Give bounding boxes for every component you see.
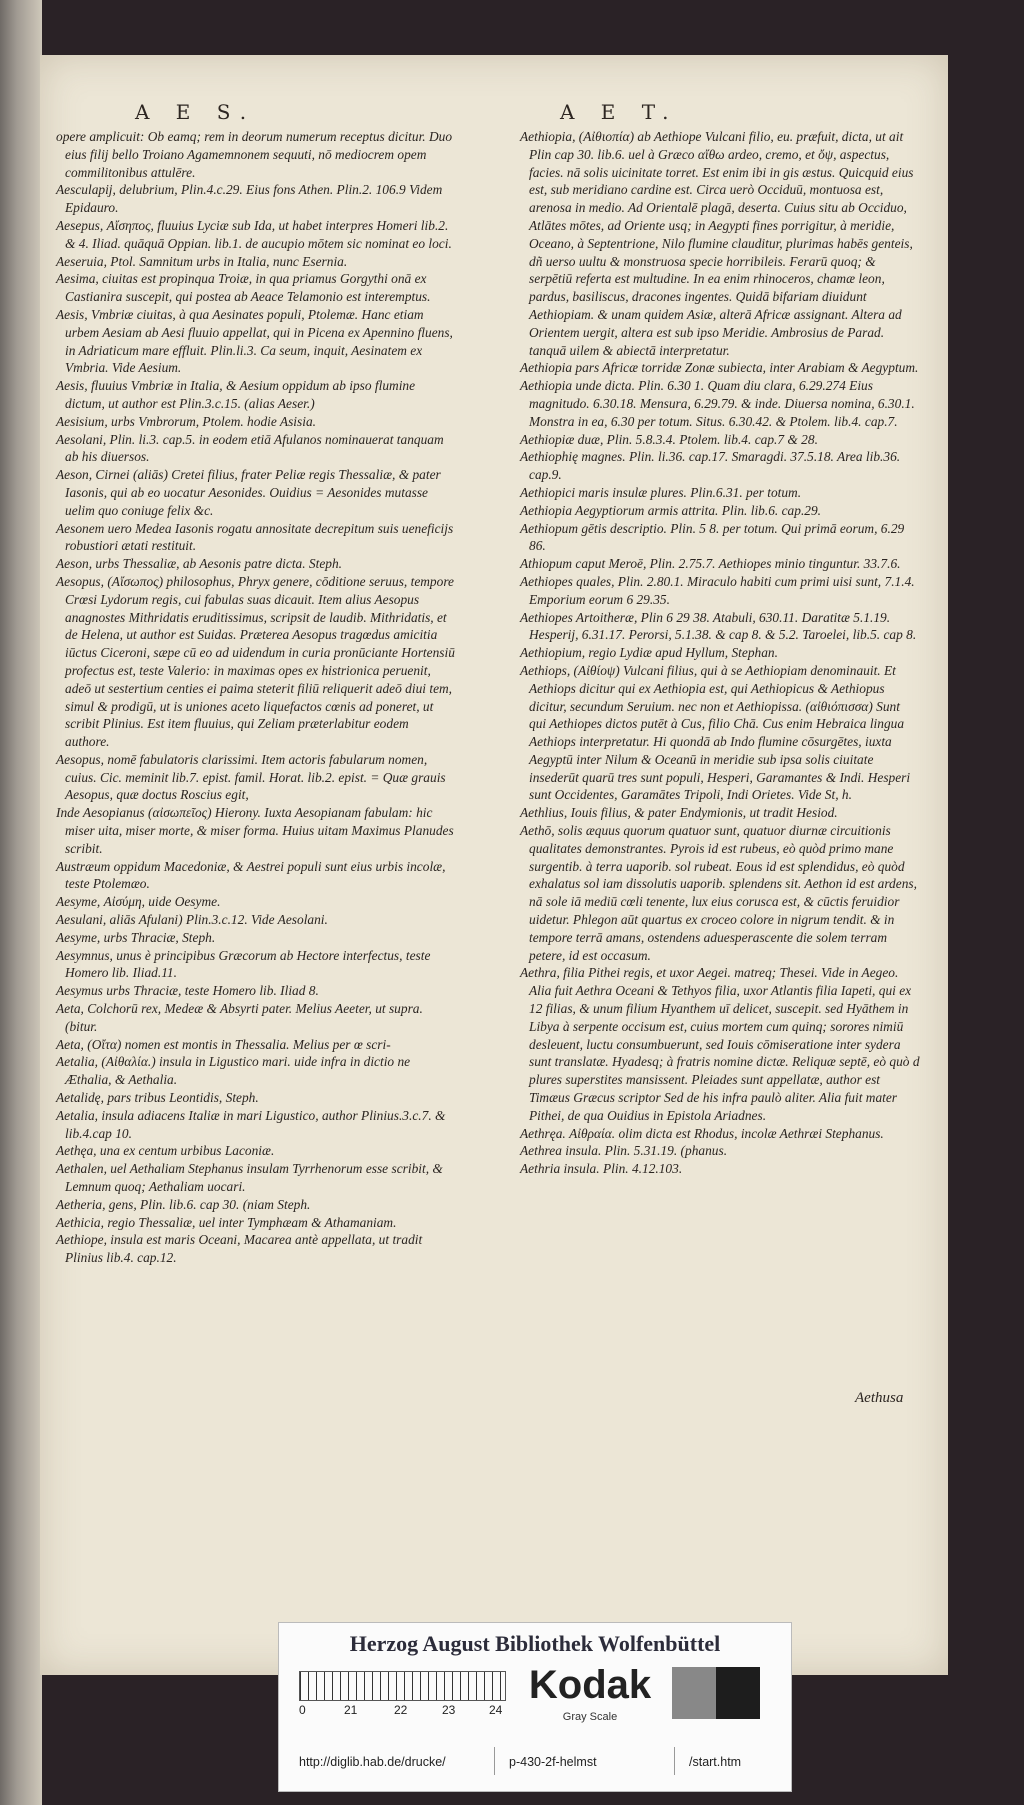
- entry: Aethiops, (Αἰθίοψ) Vulcani filius, qui à se Aethiopiam denominauit. Et Aethiops dicitur qui ex Aethiopia est, qui Aethiopicus & Aethiopus dicitur, secundum Seruium. nec non et Aethiopissa. (αἰθιόπισσα) Sunt qui Aethiopes dictos putēt à Cus, filio Chā. Cus enim Hebraica lingua Aethiops interpretatur. Hi quondā ab Indo flumine cōsurgētes, iuxta Aegyptū inter Nilum & Oceanū in meridie sub ipsa solis ciuitate insederūt quarū tres sunt populi, Hesperi, Garamantes & Indi. Hesperi sunt Occidentes, Garamātes Tripoli, Indi Orietes. Vide St, h.: [520, 662, 911, 803]
- url-link[interactable]: http://diglib.hab.de/drucke/: [299, 1755, 446, 1769]
- entry: Aesyme, Αἰσύμη, uide Oesyme.: [56, 894, 221, 910]
- entry: Austræum oppidum Macedoniæ, & Aestrei populi sunt eius urbis incolæ, teste Ptolemæo.: [56, 858, 446, 892]
- right-column: [520, 128, 920, 1178]
- entry: Aesolani, Plin. li.3. cap.5. in eodem etiā Afulanos nominauerat tanquam ab his diuersos.: [56, 431, 444, 465]
- ruler-number: 24: [489, 1703, 503, 1717]
- entry: Aethra, filia Pithei regis, et uxor Aegei. matreq; Thesei. Vide in Aegeo. Alia fuit Aethra Oceani & Tethyos filia, uxor Atlantis filia Iapeti, qui ex 12 filias, & unum filium Hyanthem uī delicet, suscepit. sed Hyāthem in Libya à serpente occisum est, cuius mortem cum quinq; sorores nimiū desleuent, luctu consumbuerunt, sed Iouis cōmiseratione inter sydera sunt translatæ. Hyadesq; à fratris nomine dictæ. Reliquæ septē, eò quò d plures superstites mansissent. Pleiades sunt appellatæ, author est Timæus Græcus scriptor Sed de his infra paulò aliter. Alia fuit mater Pithei, de qua Ouidius in Epistola Ariadnes.: [520, 965, 920, 1123]
- entry: Aethiopia pars Africæ torridæ Zonæ subiecta, inter Arabiam & Aegyptum.: [520, 360, 919, 376]
- ruler-number: 22: [394, 1703, 408, 1717]
- gray-scale-label: Gray Scale: [562, 1711, 618, 1723]
- entry: Aesopus, nomē fabulatoris clarissimi. Item actoris fabularum nomen, cuius. Cic. meminit lib.7. epist. famil. Horat. lib.2. epist. = Quæ grauis Aesopus, quæ doctus Roscius egit,: [56, 751, 446, 803]
- entry: Aeta, (Οἴτα) nomen est montis in Thessalia. Melius per œ scri-: [56, 1036, 391, 1052]
- entry: Aethiopia unde dicta. Plin. 6.30 1. Quam diu clara, 6.29.274 Eius magnitudo. 6.30.18. Mensura, 6.29.79. & inde. Diuersa nomina, 6.30.1. Monstra in ea, 6.30 per totum. Situs. 6.30.42. & Ptolem. lib.4. cap.7.: [520, 378, 915, 429]
- entry: Aethiopici maris insulæ plures. Plin.6.31. per totum.: [520, 484, 802, 500]
- shelfmark: p-430-2f-helmst: [509, 1755, 597, 1769]
- entry: Aeson, Cirnei (aliās) Cretei filius, frater Peliæ regis Thessaliæ, & pater Iasonis, qui ab eo uocatur Aesonides. Ouidius = Aesonides mutasse uelim quo coniuge felix &c.: [56, 467, 441, 518]
- entry: Aetalidę, pars tribus Leontidis, Steph.: [56, 1090, 259, 1106]
- entry: Aethicia, regio Thessaliæ, uel inter Tymphæam & Athamaniam.: [56, 1214, 397, 1230]
- kodak-logo: Kodak: [528, 1663, 652, 1707]
- ruler-number: 0: [299, 1703, 306, 1717]
- entry: Aesis, Vmbriæ ciuitas, à qua Aesinates populi, Ptolemæ. Hanc etiam urbem Aesiam ab Aesi fluuio appellat, qui in Picena ex Apennino fluens, in Adriaticum mare effluit. Plin.li.3. Ca seum, inquit, Aesinatem ex Vmbria. Vide Aesium.: [56, 306, 453, 376]
- entry: Aethiopia Aegyptiorum armis attrita. Plin. lib.6. cap.29.: [520, 502, 822, 518]
- scan-target-card: [278, 1622, 792, 1792]
- entry: Aethiope, insula est maris Oceani, Macarea antè appellata, ut tradit Plinius lib.4. cap.12.: [56, 1232, 423, 1266]
- entry: Aesopus, (Αἴσωπος) philosophus, Phryx genere, cōditione seruus, tempore Crœsi Lydorum regis, cui fabulas suas dicauit. Item alius Aesopus anagnostes Mithridatis eruditissimus, scripsit de laudib. Mithridatis, et de Helena, ut author est Suidas. Præterea Aesopus tragœdus amicitia iūctus Ciceroni, sæpe cū eo ad uidendum in curia pronūciante Hortensiū profectus est, teste Valerio: in maximas opes ex histrionica peruenit, adeō ut sestertium centies ei paima steterit filiū reliquerit adeō diui tem, simul & prodigū, ut is uniones aceto liquefactos cœnis ad poneret, ut scribit Plinius. Est item fluuius, qui Zeliam præterlabitur eodem authore.: [56, 573, 455, 750]
- entry: Aesculapij, delubrium, Plin.4.c.29. Eius fons Athen. Plin.2. 106.9 Videm Epidauro.: [56, 182, 443, 216]
- catchword: Aethusa: [855, 1390, 904, 1406]
- running-head-right: A E T.: [560, 100, 679, 124]
- entry: Aethlius, Iouis filius, & pater Endymionis, ut tradit Hesiod.: [520, 805, 838, 821]
- start-link[interactable]: /start.htm: [689, 1755, 742, 1769]
- entry: Aesis, fluuius Vmbriæ in Italia, & Aesium oppidum ab ipso flumine dictum, ut author est Plin.3.c.15. (alias Aeser.): [56, 378, 416, 411]
- entry: Aesulani, aliās Afulani) Plin.3.c.12. Vide Aesolani.: [56, 912, 328, 928]
- entry: Aethręa. Αἰθραία. olim dicta est Rhodus, incolæ Aethræi Stephanus.: [520, 1125, 884, 1141]
- entry: Aesima, ciuitas est propinqua Troiæ, in qua priamus Gorgythi onā ex Castianira suscepit, qui postea ab Aeace Telamonio est interemptus.: [56, 271, 431, 305]
- entry: Aethiopiæ duæ, Plin. 5.8.3.4. Ptolem. lib.4. cap.7 & 28.: [520, 431, 818, 447]
- library-name: Herzog August Bibliothek Wolfenbüttel: [349, 1631, 721, 1656]
- entry: Aethrea insula. Plin. 5.31.19. (phanus.: [520, 1143, 728, 1159]
- entry: Aeta, Colchorū rex, Medeæ & Absyrti pater. Melius Aeeter, ut supra. (bitur.: [56, 1001, 423, 1034]
- entry: Aethiopia, (Αἰθιοπία) ab Aethiope Vulcani filio, eu. præfuit, dicta, ut ait Plin cap 30. lib.6. uel à Græco αἴθω ardeo, cremo, et ὄψ, aspectus, facies. nā solis uicinitate torret. Est enim ibi in gis æstus. Quicquid eius est, sub meridiano cardine est. Circa uerò Occiduū, montuosa est, arenosa in medio. Ad Orientalē plagā, deserta. Cuius situ ab Occiduo, Atlātes mōtes, ad Oriente usq; in Aegypti fines porrigitur, à meridie, Oceano, à Septentrione, Nilo flumine clauditur, plurimas habēs genteis, dñ uerso uultu & monstruosa specie horribileis. Ferarū quoq; & serpētiū referta est multudine. In ea enim rhinoceros, chamæ leon, pardus, basiliscus, dracones ingentes. Quidā bifariam diuidunt Aethiopiam. & unam quidem Asiæ, alterā Africæ assignant. Altera ad Orientem uergit, altera est sub ipso Meridie. Ambrosius de Parad. tanquā uilem & abiectā interpretatur.: [520, 129, 914, 358]
- divider: [494, 1747, 495, 1775]
- divider: [674, 1747, 675, 1775]
- running-head-left: A E S.: [135, 100, 257, 124]
- scale-ruler: [299, 1671, 506, 1701]
- entry: Aeseruia, Ptol. Samnitum urbs in Italia, nunc Esernia.: [56, 253, 348, 269]
- entry: Aethęa, una ex centum urbibus Laconiæ.: [56, 1143, 275, 1159]
- ruler-number: 23: [442, 1703, 456, 1717]
- entry: Aesisium, urbs Vmbrorum, Ptolem. hodie Asisia.: [56, 413, 316, 429]
- entry: Aesyme, urbs Thraciæ, Steph.: [56, 929, 216, 945]
- gray-swatch: [672, 1667, 716, 1719]
- ruler-number: 21: [344, 1703, 358, 1717]
- entry: Aethiopium, regio Lydiæ apud Hyllum, Stephan.: [520, 645, 778, 661]
- adjacent-page-edge: [0, 0, 42, 1805]
- entry: Aesonem uero Medea Iasonis rogatu annositate decrepitum suis ueneficijs robustiori ætati restituit.: [56, 520, 454, 554]
- left-column: [56, 128, 456, 1267]
- entry: Aetheria, gens, Plin. lib.6. cap 30. (niam Steph.: [56, 1196, 311, 1212]
- entry: Aethō, solis æquus quorum quatuor sunt, quatuor diurnæ circuitionis qualitates demonstrantes. Pyrois id est rubeus, eò quòd primo mane surgentib. à terra uaporib. sol rubeat. Eous id est splendidus, eò quòd exhalatus sol iam dissolutis uaporib. splendens sit. Aethon id est ardens, nā sole iā mediū cœli tenente, lux eius corusca est, & cūctis feruidior uidetur. Phlegon aūt quartus ex croceo colore in nigrum tendit. & in tempore terrā amans, ostendens aduesperascente die solem terram petere, id est occasum.: [520, 823, 917, 963]
- entry: Aethria insula. Plin. 4.12.103.: [520, 1161, 683, 1177]
- dark-swatch: [716, 1667, 760, 1719]
- entry: Athiopum caput Meroē, Plin. 2.75.7. Aethiopes minio tinguntur. 33.7.6.: [520, 556, 901, 572]
- entry: Aethiopum gētis descriptio. Plin. 5 8. per totum. Qui primā eorum, 6.29 86.: [520, 520, 905, 554]
- entry: Aeson, urbs Thessaliæ, ab Aesonis patre dicta. Steph.: [56, 556, 343, 572]
- entry: Aesymnus, unus è principibus Græcorum ab Hectore interfectus, teste Homero lib. Iliad.11.: [56, 947, 431, 981]
- entry: opere amplicuit: Ob eamq; rem in deorum numerum receptus dicitur. Duo eius filij bello Troiano Agamemnonem sequuti, nō mediocrem opem commilitonibus attulēre.: [56, 129, 453, 180]
- entry: Aethalen, uel Aethaliam Stephanus insulam Tyrrhenorum esse scribit, & Lemnum quoq; Aethaliam uocari.: [56, 1161, 443, 1195]
- entry: Aethiopes Artoitheræ, Plin 6 29 38. Atabuli, 630.11. Daratitæ 5.1.19. Hesperij, 6.31.17. Perorsi, 5.1.38. & cap 8. & 5.2. Taroelei, lib.5. cap 8.: [520, 609, 917, 643]
- entry: Aethiophię magnes. Plin. li.36. cap.17. Smaragdi. 37.5.18. Area lib.36. cap.9.: [520, 449, 901, 483]
- entry: Aesepus, Αἴσηπος, fluuius Lyciæ sub Ida, ut habet interpres Homeri lib.2. & 4. Iliad. quāquā Oppian. lib.1. de aucupio mōtem sic nominat eo loci.: [56, 217, 452, 251]
- ruler-numbers: [299, 1703, 509, 1719]
- entry: Inde Aesopianus (αἰσωπεῖος) Hierony. Iuxta Aesopianam fabulam: hic miser uita, miser morte, & miser forma. Huius uitam Maximus Planudes scribit.: [56, 805, 454, 856]
- entry: Aethiopes quales, Plin. 2.80.1. Miraculo habiti cum primi uisi sunt, 7.1.4. Emporium eorum 6 29.35.: [520, 573, 915, 607]
- entry: Aesymus urbs Thraciæ, teste Homero lib. Iliad 8.: [56, 983, 319, 999]
- entry: Aetalia, insula adiacens Italiæ in mari Ligustico, author Plinius.3.c.7. & lib.4.cap 10.: [56, 1107, 446, 1141]
- entry: Aetalia, (Αἰθαλία.) insula in Ligustico mari. uide infra in dictio ne Æthalia, & Aethalia.: [56, 1054, 411, 1088]
